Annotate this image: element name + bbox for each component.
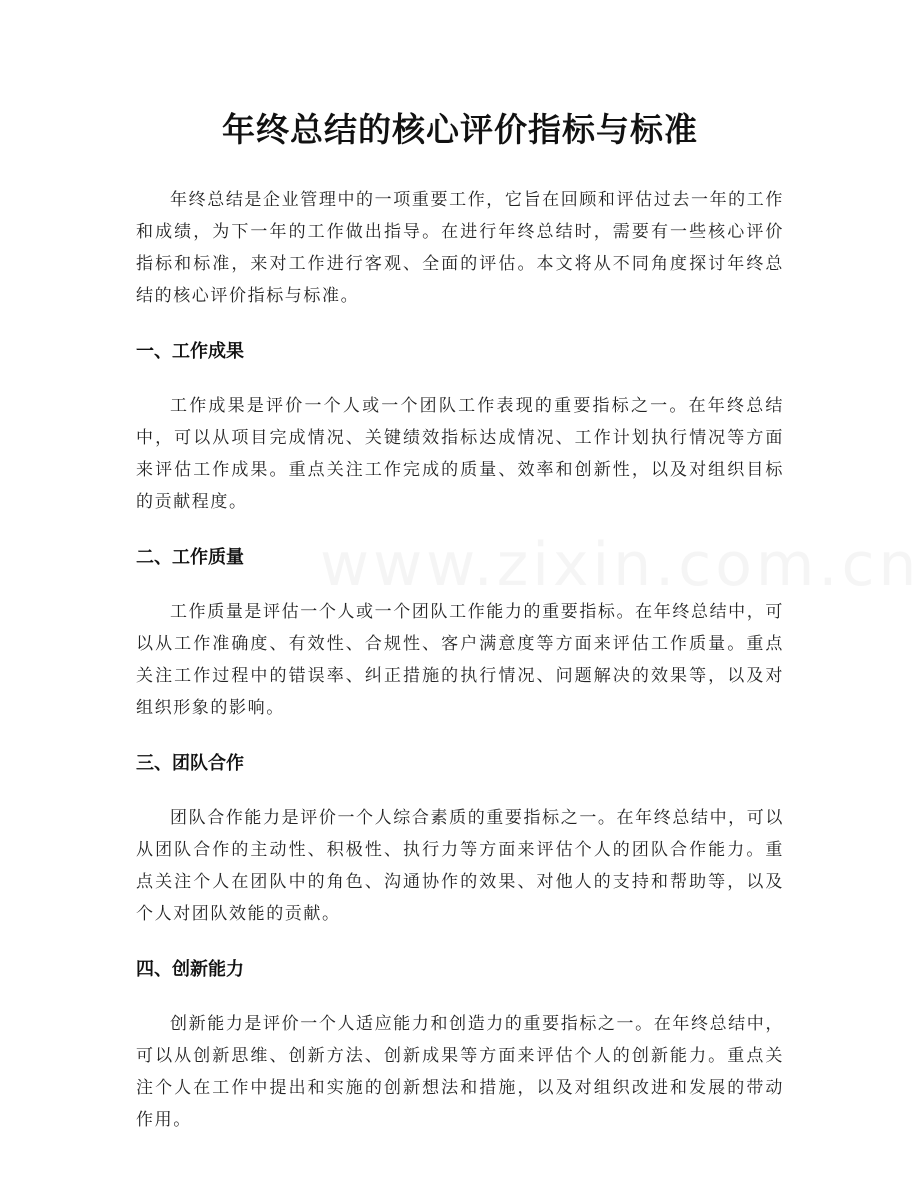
section-body-innovation: 创新能力是评价一个人适应能力和创造力的重要指标之一。在年终总结中，可以从创新思维、创新方法、创新成果等方面来评估个人的创新能力。重点关注个人在工作中提出和实施的创新想法和措施，以及对组织改进和发展的带动作用。 [136,1014,784,1130]
section-heading-work-results: 一、工作成果 [136,341,244,362]
watermark-text: www.zixin.com.cn [320,530,920,600]
section-body-work-results: 工作成果是评价一个人或一个团队工作表现的重要指标之一。在年终总结中，可以从项目完成情况、关键绩效指标达成情况、工作计划执行情况等方面来评估工作成果。重点关注工作完成的质量、效率和创新性，以及对组织目标的贡献程度。 [136,396,784,512]
section-body-teamwork: 团队合作能力是评价一个人综合素质的重要指标之一。在年终总结中，可以从团队合作的主动性、积极性、执行力等方面来评估个人的团队合作能力。重点关注个人在团队中的角色、沟通协作的效果、对他人的支持和帮助等，以及个人对团队效能的贡献。 [136,808,784,924]
section-heading-work-quality: 二、工作质量 [136,547,244,568]
document-title: 年终总结的核心评价指标与标准 [222,110,698,149]
intro-paragraph: 年终总结是企业管理中的一项重要工作，它旨在回顾和评估过去一年的工作和成绩，为下一年的工作做出指导。在进行年终总结时，需要有一些核心评价指标和标准，来对工作进行客观、全面的评估。本文将从不同角度探讨年终总结的核心评价指标与标准。 [136,190,784,306]
section-body-work-quality: 工作质量是评估一个人或一个团队工作能力的重要指标。在年终总结中，可以从工作准确度、有效性、合规性、客户满意度等方面来评估工作质量。重点关注工作过程中的错误率、纠正措施的执行情况、问题解决的效果等，以及对组织形象的影响。 [136,602,784,718]
section-heading-teamwork: 三、团队合作 [136,753,244,774]
section-heading-innovation: 四、创新能力 [136,959,244,980]
